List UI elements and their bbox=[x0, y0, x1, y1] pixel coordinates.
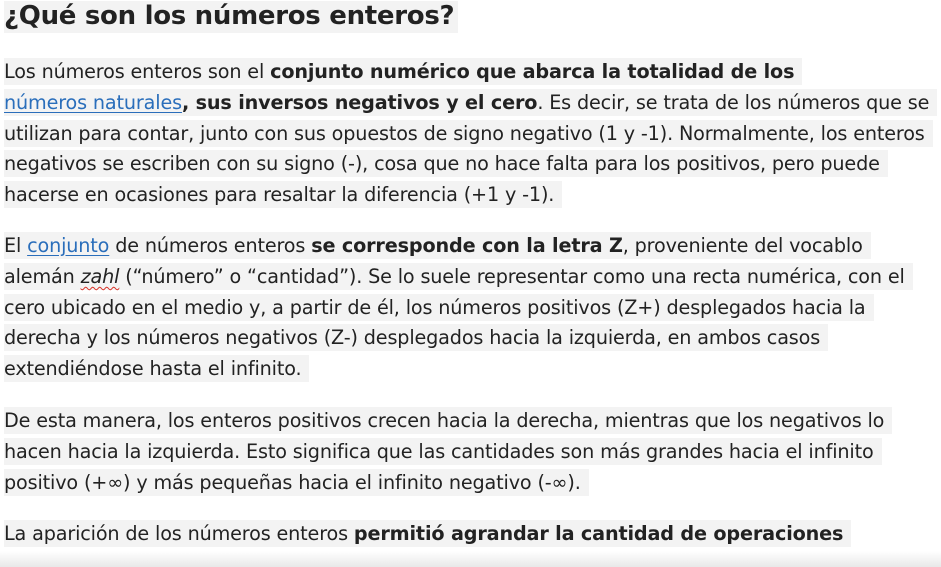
p2-bold-1: se corresponde con la letra Z bbox=[311, 234, 623, 257]
p4-text-1: La aparición de los números enteros bbox=[4, 522, 354, 545]
p3-text-1: De esta manera, los enteros positivos crecen hacia la derecha, mientras que los negativos lo hacen hacia la izquierda. Esto significa que las cantidades son más grandes hacia el infinito positivo (+∞) y más pequeñas hacia el infinito negativo (-∞). bbox=[4, 409, 885, 494]
paragraph-3 bbox=[4, 406, 934, 498]
p1-text-2: . Es decir, se trata de los números que se utilizan para contar, junto con sus opuestos de signo negativo (1 y -1). Normalmente, los enteros negativos se escriben con su signo (-), cosa que no hace falta para los positivos, pero puede hacerse en ocasiones para resaltar la diferencia (+1 y -1). bbox=[4, 90, 930, 207]
paragraph-1 bbox=[4, 57, 934, 211]
p2-text-4: (“número” o “cantidad”). Se lo suele representar como una recta numérica, con el cero ubicado en el medio y, a partir de él, los números positivos (Z+) desplegados hacia la derecha y los números negativos (Z-) desplegados hacia la izquierda, en ambos casos extendiéndose hasta el infinito. bbox=[4, 264, 905, 381]
p4-bold-1: permitió agrandar la cantidad de operaciones bbox=[353, 522, 844, 545]
link-conjunto[interactable]: conjunto bbox=[27, 234, 110, 257]
paragraph-4-highlight bbox=[4, 520, 851, 547]
p2-text-3: , proveniente del vocablo alemán bbox=[4, 234, 863, 288]
p1-bold-2: , sus inversos negativos y el cero bbox=[181, 90, 538, 114]
page-title-text: ¿Qué son los números enteros? bbox=[4, 1, 458, 33]
paragraph-2-highlight bbox=[4, 232, 913, 382]
paragraph-2 bbox=[4, 231, 934, 385]
paragraph-3-highlight bbox=[4, 407, 892, 496]
zahl-spellcheck-word: zahl bbox=[80, 264, 120, 288]
bottom-fade-overlay bbox=[0, 551, 941, 567]
paragraph-4 bbox=[4, 519, 851, 550]
article bbox=[4, 0, 934, 545]
p2-text-2: de números enteros bbox=[109, 234, 312, 257]
p2-text-1: El bbox=[4, 234, 28, 257]
p1-bold-1: conjunto numérico que abarca la totalidad de los bbox=[270, 60, 795, 83]
page-title bbox=[4, 0, 934, 36]
link-numeros-naturales[interactable]: números naturales bbox=[4, 90, 182, 114]
paragraph-1-highlight bbox=[4, 58, 937, 208]
p1-text-1: Los números enteros son el bbox=[4, 60, 271, 83]
